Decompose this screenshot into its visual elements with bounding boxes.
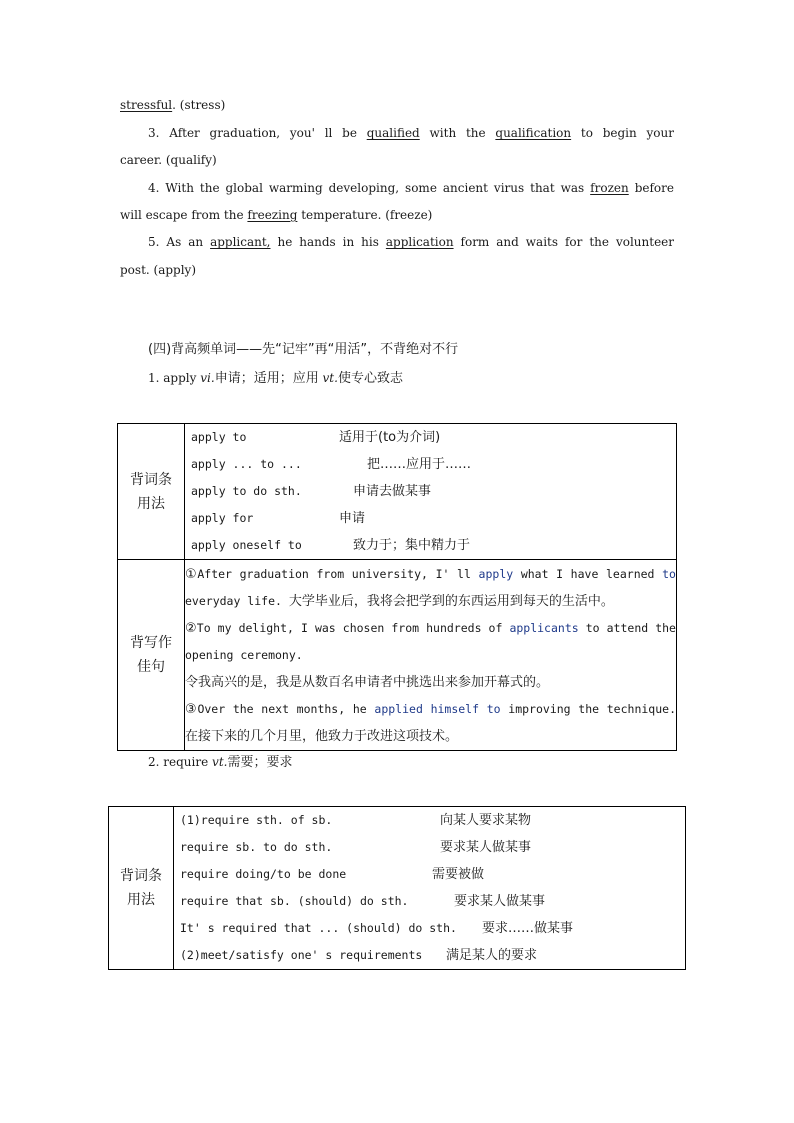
answer-freezing: freezing — [247, 208, 298, 222]
answer-frozen: frozen — [590, 181, 629, 195]
usage-row: apply to 适用于(to为介词) — [191, 430, 441, 445]
answer-qualification: qualification — [495, 126, 572, 140]
section-heading: (四)背高频单词——先“记牢”再“用活”，不背绝对不行 — [148, 342, 459, 357]
exercise-item-4-cont: will escape from the freezing temperature. (freeze) — [120, 208, 433, 222]
exercise-item-3: 3. After graduation, you' ll be qualified with the qualification to begin your — [148, 126, 674, 140]
apply-table — [117, 423, 677, 751]
exercise-line-1: stressful. (stress) — [120, 98, 226, 112]
answer-stressful: stressful — [120, 98, 173, 112]
exercise-item-3-cont: career. (qualify) — [120, 153, 217, 167]
answer-qualified: qualified — [366, 126, 420, 140]
usage-row: apply ... to ... 把……应用于…… — [191, 457, 472, 472]
usage-row: It' s required that ... (should) do sth. 要求……做某事 — [180, 921, 574, 936]
usage-row: apply to do sth. 申请去做某事 — [191, 484, 432, 499]
usage-label: 背词条 用法 — [109, 807, 174, 970]
usage-row: (2)meet/satisfy one' s requirements 满足某人的要求 — [180, 948, 538, 963]
usage-row: (1)require sth. of sb. 向某人要求某物 — [180, 813, 532, 828]
usage-row: require doing/to be done 需要被做 — [180, 867, 485, 882]
usage-row: require sb. to do sth. 要求某人做某事 — [180, 840, 532, 855]
usage-cell — [185, 424, 677, 560]
usage-label: 背词条 用法 — [118, 424, 185, 560]
usage-row: require that sb. (should) do sth. 要求某人做某事 — [180, 894, 546, 909]
example-label: 背写作 佳句 — [118, 560, 185, 751]
exercise-item-4: 4. With the global warming developing, some ancient virus that was frozen before — [148, 181, 674, 195]
example-cell: ①After graduation from university, I' ll apply what I have learned to everyday life. 大学毕业后，我将会把学到的东西运用到每天的生活中。 ②To my delight, I was chosen from hundreds of applicants to attend the opening ceremony. 令我高兴的是，我是从数百名申请者中挑选出来参加开幕式的。 ③Over the next months, he applied himself to improving the technique. 在接下来的几个月里，他致力于改进这项技术。 — [185, 560, 677, 751]
example-3: ③Over the next months, he applied himself to improving the technique. — [185, 701, 676, 717]
require-table — [108, 806, 686, 970]
example-1: ①After graduation from university, I' ll apply what I have learned to — [185, 566, 676, 582]
exercise-item-5: 5. As an applicant, he hands in his application form and waits for the volunteer — [148, 235, 675, 249]
exercise-item-5-cont: post. (apply) — [120, 263, 197, 277]
usage-row: apply for 申请 — [191, 511, 366, 526]
answer-application: application — [385, 235, 454, 249]
example-2: ②To my delight, I was chosen from hundreds of applicants to attend the — [185, 620, 676, 636]
usage-cell — [174, 807, 686, 970]
word-entry-require: 2. require vt.需要；要求 — [148, 755, 293, 770]
usage-row: apply oneself to 致力于；集中精力于 — [191, 538, 471, 553]
answer-applicant: applicant, — [210, 235, 271, 249]
word-entry-apply: 1. apply vi.申请；适用；应用 vt.使专心致志 — [148, 371, 403, 386]
